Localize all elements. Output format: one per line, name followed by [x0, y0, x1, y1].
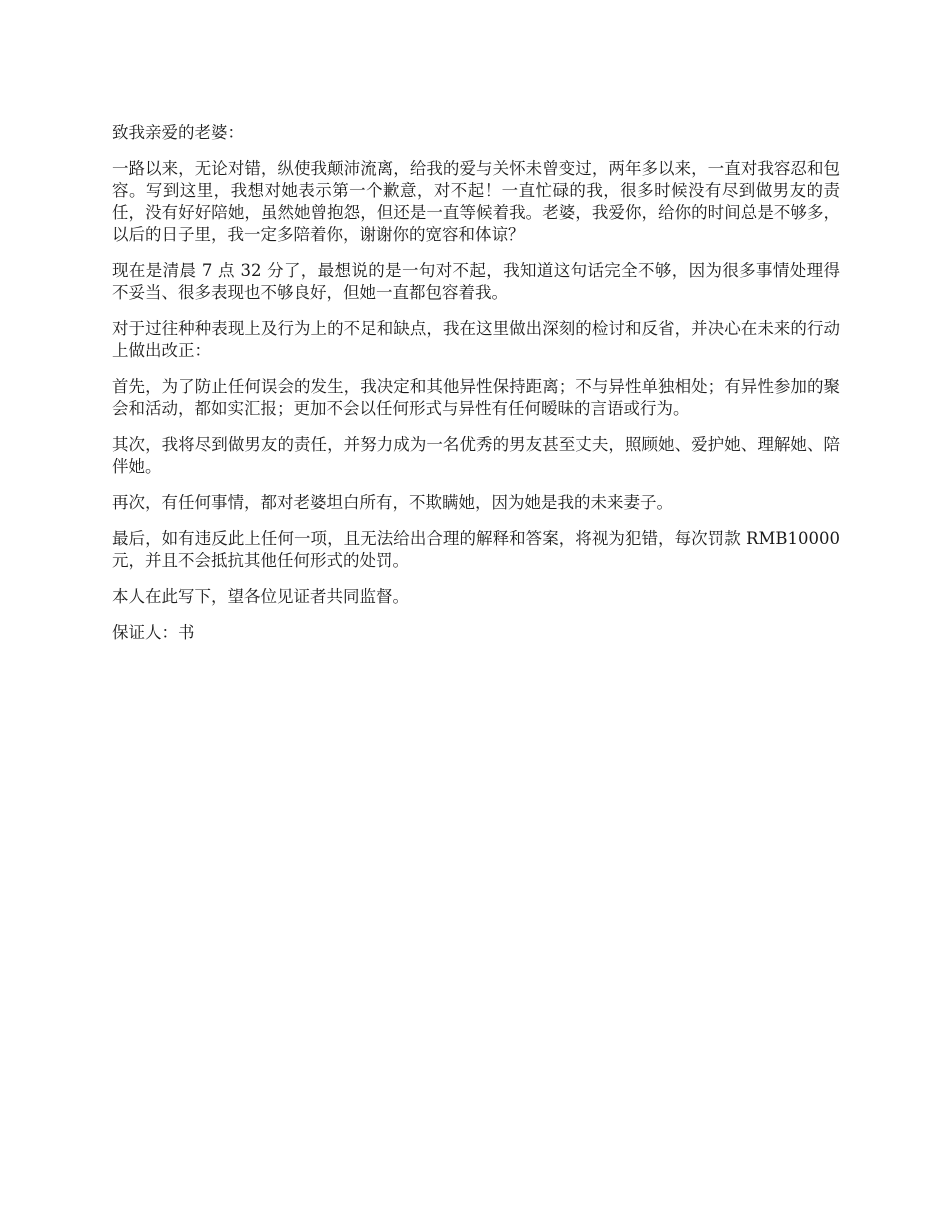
paragraph-reflection: 对于过往种种表现上及行为上的不足和缺点，我在这里做出深刻的检讨和反省，并决心在未来的行动上做出改正：	[112, 319, 840, 360]
paragraph-third: 再次，有任何事情，都对老婆坦白所有，不欺瞒她，因为她是我的未来妻子。	[112, 493, 673, 512]
paragraph-second: 其次，我将尽到做男友的责任，并努力成为一名优秀的男友甚至丈夫，照顾她、爱护她、理解她、陪伴她。	[112, 435, 840, 476]
paragraph-apology: 一路以来，无论对错，纵使我颠沛流离，给我的爱与关怀未曾变过，两年多以来，一直对我容忍和包容。写到这里，我想对她表示第一个歉意，对不起！一直忙碌的我，很多时候没有尽到做男友的责任，没有好好陪她，虽然她曾抱怨，但还是一直等候着我。老婆，我爱你，给你的时间总是不够多，以后的日子里，我一定多陪着你，谢谢你的宽容和体谅？	[112, 159, 840, 244]
letter-signature: 保证人：书	[112, 623, 195, 642]
letter-body	[112, 122, 840, 658]
paragraph-morning: 现在是清晨 7 点 32 分了，最想说的是一句对不起，我知道这句话完全不够，因为很多事情处理得不妥当、很多表现也不够良好，但她一直都包容着我。	[112, 261, 840, 302]
paragraph-witness: 本人在此写下，望各位见证者共同监督。	[112, 587, 409, 606]
paragraph-first: 首先，为了防止任何误会的发生，我决定和其他异性保持距离；不与异性单独相处；有异性参加的聚会和活动，都如实汇报；更加不会以任何形式与异性有任何暧昧的言语或行为。	[112, 377, 840, 418]
paragraph-last: 最后，如有违反此上任何一项，且无法给出合理的解释和答案，将视为犯错，每次罚款 RMB10000 元，并且不会抵抗其他任何形式的处罚。	[112, 529, 840, 570]
letter-salutation: 致我亲爱的老婆：	[112, 123, 244, 142]
